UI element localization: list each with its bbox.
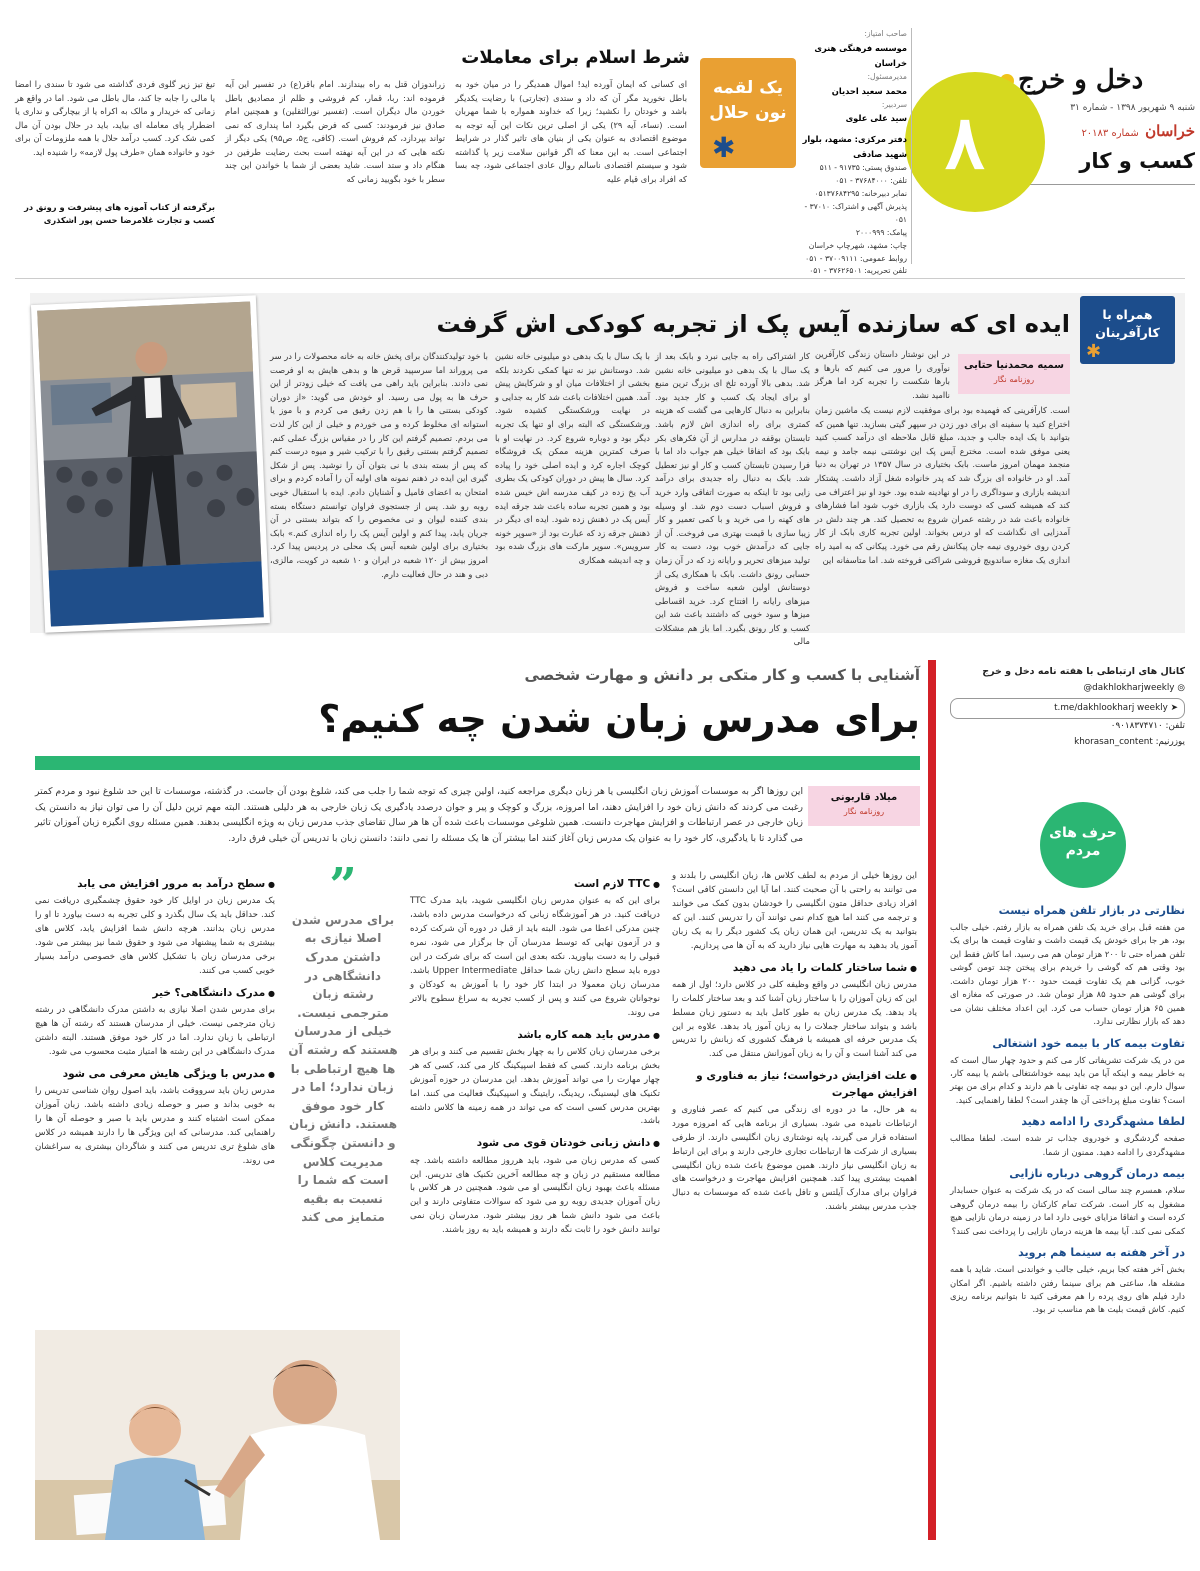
partner-line1: همراه با (1102, 307, 1153, 322)
letter-body: سلام، همسرم چند سالی است که در یک شرکت به عنوان حسابدار مشغول به کار است. شرکت تمام کارکنان را بیمه درمان گروهی کرده است و اتفاقا مزایای خوبی دارد اما در زمینه درمان نازایی هیچ کمکی نمی کند. آیا بیمه ها هزینه درمان نازایی را پرداخت نمی کنند؟ (950, 1185, 1185, 1236)
author-role: روزنامه نگار (843, 806, 885, 816)
masthead-print: چاپ: مشهد، شهرچاپ خراسان (808, 240, 907, 250)
partner-line2: کارآفرینان (1095, 324, 1160, 340)
paper-name: خراسان (1145, 122, 1195, 141)
letter-heading: نظارتی در بازار تلفن همراه نیست (998, 904, 1185, 917)
paragraph: برخی مدرسان زبان کلاس را به چهار بخش تقسیم می کنند و برای هر بخش برنامه دارند. کسی که فقط اسپیکینگ کار می کند، کسی که هر چهار مهارت را می تواند آموزش بدهد. این مدرسان در حوزه آموزش تکنیک های لیسنینگ، ریدینگ، رایتینگ و اسپیکینگ فعالیت می کنند. اما بهترین مدرس کسی است که می تواند در همه زمینه ها کلاس داشته باشد. (410, 1046, 660, 1127)
islam-column-2: زراندوزان قتل به راه بیندازند. امام باقر(ع) در تفسیر این آیه فرموده اند: ربا، قمار، کم فروشی و ظلم از مصادیق باطل خوردن مال دیگران است. (تفسیر نورالثقلین) و همچنین امام صادق نیز فرمودند: کسی که فرض بگیرد اما پنداری که نمی تواند بپردازد، کم فروش است. (کافی، ج۵، ص۹۵) یکی دیگر از نکته هایی که در این آیه نهفته است بحث رضایت طرفین در هنگام داد و ستد است. شاید بعضی از شما با خواندن این چند سطر با خود بگویید زمانی که (225, 79, 445, 184)
letter-body: من هفته قبل برای خرید یک تلفن همراه به بازار رفتم. خیلی جالب بود، هر جا برای خودش یک قیمت داشت و تفاوت قیمت ها برای یک تلفن همراه حتی تا ۲۰۰ هزار تومان هم می رسید. اما کاش فقط این بود وقتی هم که گوشی را خریدم برای پیختن چند تومن گوشی خوب، گزانی هم یک تفاوت قیمت حدود ۲۰۰ هزار تومان داشت. برای گوشی هم حدود ۸۵ هزار تومان شد. در صورتی که مغازه ای همین ۶۵ هزار تومان حساب می کرد. این اعداد مختلف نشان می دهد که بازار نظارتی ندارد. (950, 922, 1186, 1027)
halal-badge (700, 58, 796, 168)
contact-phone: تلفن: ۰۹۰۱۸۳۷۴۷۱۰ (1110, 721, 1185, 732)
islam-source: برگرفته از کتاب آموزه های پیشرفت و رونق در کسب و تجارت غلامرضا حسن پور اشکذری (24, 202, 215, 226)
asterisk-icon: ✱ (712, 131, 736, 164)
article-kicker: آشنایی با کسب و کار متکی بر دانش و مهارت شخصی (524, 666, 920, 684)
paragraph: برای این که به عنوان مدرس زبان انگلیسی شوید، باید مدرک TTC دریافت کنید. در هر آموزشگاه زبانی که درخواست مدرس داده باشد، چنین مدرکی اعطا می شود. البته باید از قبل در دوره آن شرکت کرده و در آزمون نهایی که توسط مدرسان آن جا برگزار می شود، نمره قبولی را به دست بیاورید. نکته بعدی این است که برای شرکت در این دوره باید سطح دانش زبان شما حداقل Upper Intermediate باشد. مدرسان زبان معمولا در ابتدا کار خود را با آموزش به کودکان و نوجوانان شروع می کنند و پس از کسب تجربه به سراغ سطوح بالاتر می روند. (410, 896, 660, 1018)
feature-intro: در این نوشتار داستان زندگی کارآفرین نوآوری را مرور می کنیم که بارها و بارها شکست را تجربه کرد اما هرگز ناامید نشد. (815, 349, 950, 400)
masthead-value: موسسه فرهنگی هنری خراسان (814, 42, 907, 68)
readers-letters (950, 896, 1185, 1571)
author-name: میلاد قاربونی (830, 792, 898, 803)
article-title: برای مدرس زبان شدن چه کنیم؟ (318, 697, 920, 741)
teacher-student-image (35, 1330, 400, 1540)
halal-line1: یک لقمه (712, 78, 784, 98)
quote-mark-icon: ” (329, 858, 357, 914)
masthead-news: تلفن تحریریه: ۳۷۶۲۶۵۰۱ - ۰۵۱ (809, 266, 907, 276)
paragraph: این روزها خیلی از مردم به لطف کلاس ها، زبان انگلیسی را بلدند و می توانند به راحتی با آن صحبت کنند. اما آیا این دانستن کافی است؟ افراد زیادی حداقل متون انگلیسی را خودشان بدون کمک می خوانند و ترجمه می کنند اما هیچ کدام نمی توانند آن را تدریس کنند. این که بتوانید به یک تدریس، این همان زبان یک کشور دیگر را به یک زبان آموز یاد بدهید به مهارت هایی نیاز دارید که به آن ها می پردازیم. (672, 871, 917, 951)
readers-voice-badge (1040, 802, 1126, 888)
letter-body: من در یک شرکت تشریفاتی کار می کنم و حدود چهار سال است که به خاطر بیمه و اینکه آیا من باید بیمه خوداشتغالی باشم یا بیمه کار، سوال دارم. این دو بیمه چه تفاوتی با هم دارند و کدام برای من بهتر است؟ تفاوت مبلغ پرداختی آن ها چقدر است؟ لطفا راهنمایی کنید. (950, 1054, 1185, 1105)
subheading: ● مدرس با ویژگی هایش معرفی می شود (35, 1066, 275, 1082)
contact-heading: کانال های ارتباطی با هفته نامه دخل و خرج (982, 666, 1185, 677)
masthead-address: دفتر مرکزی: مشهد، بلوار شهید صادقی (802, 134, 907, 160)
article-column-3 (35, 870, 275, 1340)
author-role: روزنامه نگار (993, 374, 1035, 384)
paragraph: کسی که مدرس زبان می شود، باید هرروز مطالعه داشته باشد. چه مطالعه مستقیم در زبان و چه مطالعه آخرین تکنیک های تدریس. این مسئله باعث بهبود زبان انگلیسی او می شود. همچنین در هر کلاس با زبان آموزان جدیدی روبه رو می شود که سوالات متفاوتی دارند و این باعث می شود دانش شما هر روز بیشتر شود. مدرسان زبان نمی توانند دانش خود را ثابت نگه دارند و همیشه باید به روز باشند. (410, 1155, 660, 1236)
instagram-handle[interactable] (950, 681, 1185, 696)
masthead-pobox: صندوق پستی: ۹۱۷۳۵ - ۵۱۱ (819, 163, 907, 173)
contact-box (950, 664, 1185, 784)
subheading: ● مدرس باید همه کاره باشد (410, 1027, 660, 1043)
pull-quote-text: برای مدرس شدن اصلا نیازی به داشتن مدرک دانشگاهی در رشته زبان مترجمی نیست. خیلی از مدرسان هستند که رشته آن ها هیچ ارتباطی با زبان ندارد؛ اما در کار خود موفق هستند. دانش زبان و دانستن چگونگی مدیریت کلاس است که شما را نسبت به بقیه متمایز می کند (288, 912, 398, 1225)
telegram-icon: ➤ (1170, 703, 1178, 714)
letter-heading: بیمه درمان گروهی درباره نازایی (1009, 1167, 1185, 1181)
feature-title: ایده ای که سازنده آیس پک از تجربه کودکی اش گرفت (436, 310, 1070, 338)
asterisk-icon: ✱ (1086, 341, 1102, 362)
islam-column-3: تیغ تیز زیر گلوی فردی گذاشته می شود تا سندی را امضا یا مالی را جابه جا کند، مال باطل می شود. اما در واقع هر زمانی که خریدار و مالک به اکراه یا از بیچارگی و نداری یا اضطرار پای معامله ای بیاید، باید در حلال بودن آن مال کمی شک کرد. کسب درآمد حلال با همه ملزومات آن برای خود و خانواده همان «طرف پول لازمه» را شنیده اید. (15, 79, 215, 157)
feature-column-1: است. کارآفرینی که فهمیده بود برای موفقیت لازم نیست یک ماشین زمان اختراع کنید یا سفینه ای برای دور زدن در سپهر گیتی بسازید. تنها همین که بتوانید با یک ایده جالب و جدید، مبلغ قابل ملاحظه ای درآمد کسب کنید یعنی موفق شده است. مخترع آیس پک این نوشتنی نیمه جامد و نیمه منجمد مهمان امروز ماست. بابک بختیاری در سال ۱۳۵۷ در تهران به دنیا آمد. او در خانواده ای بزرگ شد که پدر خانواده شغل آزاد داشت. پشتکار اندیشه بازاری و سوداگری را در او نهادینه شده بود. خود او نیز اعتراف می کند که همیشه کسی که دوست دارد یک بازاری خوب شود اما فشارهای خانواده باعث شد در رشته عمران شروع به تحصیل کند. هر چند دلش در آمدزایی ای نگذاشت که او درس بخواند. اولین تجربه کاری بابک از کار کردن روی خودروی نیمه جان پیکانش رقم می خورد. پیکانی که به امید راه اندازی یک مغازه ساندویچ فروشی شراکتی فروخته شد. اما متاسفانه این (815, 405, 1071, 565)
masthead-value: محمد سعید احدیان (831, 85, 907, 96)
subheading: ● سطح درآمد به مرور افزایش می یابد (35, 876, 275, 892)
masthead-ads: پذیرش آگهی و اشتراک: ۳۷۰۱۰ - ۰۵۱ (804, 201, 907, 224)
paragraph: به هر حال، ما در دوره ای زندگی می کنیم که عصر فناوری و ارتباطات نامیده می شود. بسیاری از برنامه هایی که امروزه مورد استفاده قرار می گیرند، پایه نوشتاری زبان انگلیسی دارند. از طرفی بسیاری از شرکت ها ارتباطات تجاری خارجی دارند و برای این ارتباط به زبان انگلیسی نیاز دارند. همین موضوع باعث شده زبان انگلیسی اهمیت بیشتری پیدا کند. همچنین افزایش مهاجرت و درخواست های فراوان برای مدارک آیلتس و تافل باعث شده که موسسات به دنبال جذب مدرس بیشتر باشند. (672, 1104, 917, 1213)
issue-number: شماره ۲۰۱۸۳ (1081, 128, 1139, 140)
letter-heading: در آخر هفته به سینما هم بروید (1018, 1246, 1185, 1260)
letter-body: بخش آخر هفته کجا بریم، خیلی جالب و خواندنی است. شاید با همه مشغله ها، ساعتی هم برای سینما رفتن داشته باشیم. اگر امکان دارد فیلم های روی پرده را هم معرفی کنید تا بتوانیم برنامه ریزی کنیم. کاش قیمت بلیت ها هم مناسب تر بود. (950, 1264, 1185, 1315)
harf-line1: حرف های (1049, 825, 1117, 841)
paragraph: برای مدرس شدن اصلا نیازی به داشتن مدرک دانشگاهی در رشته زبان مترجمی نیست. خیلی از مدرسان هستند که رشته آن ها هیچ ارتباطی با زبان ندارد. اما در کار خود موفق هستند. البته داشتن مدرک دانشگاهی در این رشته ها امتیاز مثبت محسوب می شود. (35, 1005, 275, 1057)
feature-column-2: کار اشتراکی راه به جایی نبرد و بابک بعد از یک سال با یک بدهی دو میلیونی خانه نشین شد. بدهی بالا آورده تلخ ای بزرگ ترین منبع او برای ایجاد یک کسب و کار جدید بود. بنابراین به دنبال کارهایی می گشت که هزینه کمتری برای راه اندازی اش لازم باشد. تابستان بوقفه در مدارس از آن فکرهای بکر بابک بود که اتفاقا خیلی هم جواب داد اما با فرا رسیدن تابستان کسب و کار او نیز تعطیل شد. بابک به دنبال راه جدیدی برای درآمد زایی بود تا اینکه به صورت اتفاقی وارد خرید و فروش اسباب دست دوم شد. او وسیله های کهنه را می خرید و با کمی تعمیر و کار زیبا سازی با قیمت بهتری می فروخت. آن از جایی که درآمدش خوب بود، دست به کار تولید میزهای تحریر و رایانه زد که در آن زمان حسابی رونق داشت. بابک با همکاری یکی از دوستانش اولین شعبه ساخت و فروش میزهای رایانه را افتتاح کرد. خرید اقساطی میزها و سود خوبی که داشتند باعث شد این کسب و کار رونق بگیرد. اما باز هم مشکلات مالی (655, 351, 810, 647)
contact-username: یوزرنیم: khorasan_content (1074, 736, 1185, 747)
masthead-pr: روابط عمومی: ۳۷۰۰۹۱۱۱ - ۰۵۱ (805, 253, 907, 263)
islam-article-title: شرط اسلام برای معاملات (461, 47, 690, 68)
subheading: ● دانش زبانی خودتان قوی می شود (410, 1135, 660, 1151)
subheading: ● مدرک دانشگاهی؟ خیر (35, 985, 275, 1001)
feature-column-3: با یک سال با یک بدهی دو میلیونی خانه نشین شد. دوستانش نیز نه تنها کمکی نکردند بلکه بخشی از اختلافات میان او و شرکایش پیش آمد. همین اختلافات باعث شد کار به جدایی و در نهایت ورشکستگی کشیده شود. ورشکستگی که البته برای او تنها یک تجربه دیگر بود و دوباره شروع کرد. در نهایت او با صرف کمترین هزینه ممکن یک فروشگاه کوچک اجاره کرد و ایده اصلی خود را پیاده کرد. سال ها پیش در دوران کودکی یک بطری آب یخ زده در کیف مدرسه اش خیس شده بود و همین تجربه ساده باعث شد جرقه ایده آیس پک در ذهنش زده شود. ایده ای دیگر در ذهنش جرقه زد که عبارت بود از «سوپر خونه سرویس». سوپر مارکت های بزرگ شده بود و چه اندیشه همکاری (495, 351, 650, 565)
masthead-sms: پیامک: ۲۰۰۰۹۹۹ (855, 227, 907, 237)
letter-heading: تفاوت بیمه کار با بیمه خود اشتغالی (992, 1036, 1185, 1050)
halal-line2: نون حلال (709, 102, 787, 123)
harf-line2: مردم (1065, 843, 1101, 860)
speaker-photo (31, 295, 270, 633)
masthead (800, 28, 912, 276)
sidebar-accent-bar (928, 660, 936, 1540)
article-column-2 (410, 870, 660, 1540)
masthead-label: سردبیر: (881, 99, 907, 109)
page-number: ۸ (945, 100, 985, 186)
telegram-link[interactable] (950, 698, 1185, 719)
partner-badge (1080, 296, 1175, 364)
masthead-fax: نمابر دبیرخانه: ۰۵۱۳۷۶۸۴۲۹۵ (814, 188, 907, 198)
section-title: کسب و کار (1079, 149, 1195, 174)
paragraph: مدرس زبان انگلیسی در واقع وظیفه کلی در کلاس دارد؛ اول از همه این که زبان آموزان را با ساختار زبان آشنا کند و بعد ساختار کلمات را یاد بدهد. یک مدرس زبان به طور کامل باید به دستور زبان مسلط باشد و بتواند ساختار جملات را به زبان آموز یاد بدهد. علاوه بر این یک مدرس حرفه ای همیشه با فرهنگ کشوری که زبانش را تدریس می کند آشنا است و آن را به زبان آموزانش منتقل می کند. (672, 979, 917, 1060)
masthead-label: مدیرمسئول: (867, 71, 907, 81)
subheading: ● TTC لازم است (410, 876, 660, 892)
title-accent-bar (35, 756, 920, 770)
feature-column-4: با خود تولیدکنندگان برای پخش خانه به خانه محصولات را در سر می پروراند اما سرسپید قرض ها و بدهی هایش به او فرصت نمی دادند. بنابراین باید راهی می یافت که خیلی زودتر از این حرف ها به پول می رسید. او خودش می گوید: «از دوران کودکی بستنی ها را با هم زدن رفیق می کردم و با موز یا استوانه ای مخلوط کرده و می خوردم و خیلی از این کار لذت می بردم. تصمیم گرفتم این کار را در مقیاس بزرگ عملی کنم. تصمیم گرفتم بستنی رقیق را با ترکیب شیر و میوه درست کنم که پس از بسته بندی با نی بتوان آن را نوشید. پس از شکل گیری این ایده در ذهنم نمونه های اولیه آن را آماده کردم و برای امتحان به اعضای فامیل و آشنایان دادم. ایده با استقبال خوبی روبه رو شد. پس از جستجوی فراوان توانستم دستگاه بسته بندی کننده لیوان و نی مخصوص را که بتواند بستنی در آن جریان یابد، پیدا کنم و اولین آیس پک را راه اندازی کنم.» بابک بختیاری برای اولین شعبه آیس پک محلی در پردیس پیدا کرد. امروز بیش از ۱۲۰ شعبه در ایران و ۱۰ شعبه در کویت، مالزی، دبی و هند در حال فعالیت دارم. (270, 351, 488, 579)
author-name: سمیه محمدنیا حتایی (963, 360, 1065, 371)
pull-quote (288, 858, 398, 1225)
masthead-label: صاحب امتیاز: (864, 29, 907, 38)
masthead-tel: تلفن: ۳۷۶۸۴۰۰۰ - ۰۵۱ (835, 176, 907, 186)
masthead-value: سید علی علوی (845, 113, 907, 124)
subheading: ● شما ساختار کلمات را یاد می دهید (672, 960, 917, 976)
author-box (808, 786, 920, 826)
article-column-1 (672, 870, 917, 1540)
section-divider (15, 278, 1185, 279)
subheading: ● علت افزایش درخواست؛ نیاز به فناوری و افزایش مهاجرت (672, 1068, 917, 1101)
instagram-icon: ◎ (1177, 682, 1185, 693)
telegram-link-text: t.me/dakhlookharj weekly (1054, 703, 1168, 714)
brand-logo: دخل و خرج (1000, 60, 1195, 100)
paragraph: مدرس زبان باید سرووقت باشد، باید اصول روان شناسی تدریس را به خوبی بداند و صبر و حوصله زیادی داشته باشد. زبان آموزان ممکن است اشتباه کنند و مدرس باید با صبر و حوصله آن ها را راهنمایی کند. مدرسانی که این ویژگی ها را دارند همیشه در کلاس های شلوغ تری تدریس می کنند و شاگردان بیشتری به سراغشان می روند. (35, 1086, 275, 1166)
letter-heading: لطفا مشهدگردی را ادامه دهید (1021, 1115, 1185, 1129)
article-lead: این روزها اگر به موسسات آموزش زبان انگلیسی یا هر زبان دیگری مراجعه کنید، اولین چیزی که توجه شما را جلب می کند، شلوغ بودن آن جاست. در گذشته، موسسات تا این حد شلوغ نبود و مردم کمتر رغبت می کردند که دانش زبان خود را افزایش دهند، اما امروزه، بزرگ و کوچک و پیر و جوان درصدد یادگیری یک زبان خارجی به هر دلیلی هستند. البته مهم ترین دلیل آن را می توان نیاز به دانستن یک زبان خارجی در عصر ارتباطات و افزایش مهاجرت دانست. همین شلوغی موسسات باعث شده آن ها هر سال تقاضای جذب مدرس زبان به ویژه انگلیسی بدهند. همین مسئله روی انگیزه زبان آموزان تاثیر می گذارد تا با یادگیری، کار خود را به عنوان یک مدرس زبان آغاز کنند اما بیشتر آن ها یک مسئله را نمی دانند: دانستن زبان با تدریس آن خیلی فرق دارد. (35, 786, 803, 844)
issue-date: شنبه ۹ شهریور ۱۳۹۸ - شماره ۳۱ (1070, 103, 1195, 114)
instagram-handle-text: @dakhlokharjweekly (1083, 682, 1175, 693)
page-number-badge (905, 72, 1045, 212)
letter-body: صفحه گردشگری و خودروی جذاب تر شده است. لطفا مطالب مشهدگردی را ادامه دهید. ممنون از شما. (950, 1133, 1185, 1157)
islam-column-1: ای کسانی که ایمان آورده اید! اموال همدیگر را در میان خود به باطل نخورید مگر آن که داد و ستدی (تجارتی) با رضایت یکدیگر باشد و خودتان را نکشید؛ زیرا که خداوند همواره با شما مهربان است. (نساء، آیه ۲۹) یکی از اصلی ترین نکات این آیه توجه به موضوع اقتصادی به عنوان یکی از بنیان های تاثیر گذار در شرایط اجتماعی است. به این معنا که اگر قوانین سلامت زیر پا گذاشته شود و سیستم اقتصادی ناسالم روال عادی اجتماعی شود، چه بسا که افراد برای قیام علیه (455, 79, 687, 184)
teacher-student-photo (35, 1330, 400, 1540)
speaker-photo-image (37, 302, 264, 627)
paragraph: یک مدرس زبان در اوایل کار خود حقوق چشمگیری دریافت نمی کند. حداقل باید یک سال بگذرد و کلی تجربه به دست بیاورد تا او را مدرس زبان بدانند. هرچه دانش شما افزایش یابد، کلاس های بیشتری به شما پیشنهاد می شود و حقوق شما نیز بیشتر می شود. برخی مدرسان زبان با تشکیل کلاس های خصوصی درآمد بسیار خوبی کسب می کنند. (35, 896, 275, 976)
